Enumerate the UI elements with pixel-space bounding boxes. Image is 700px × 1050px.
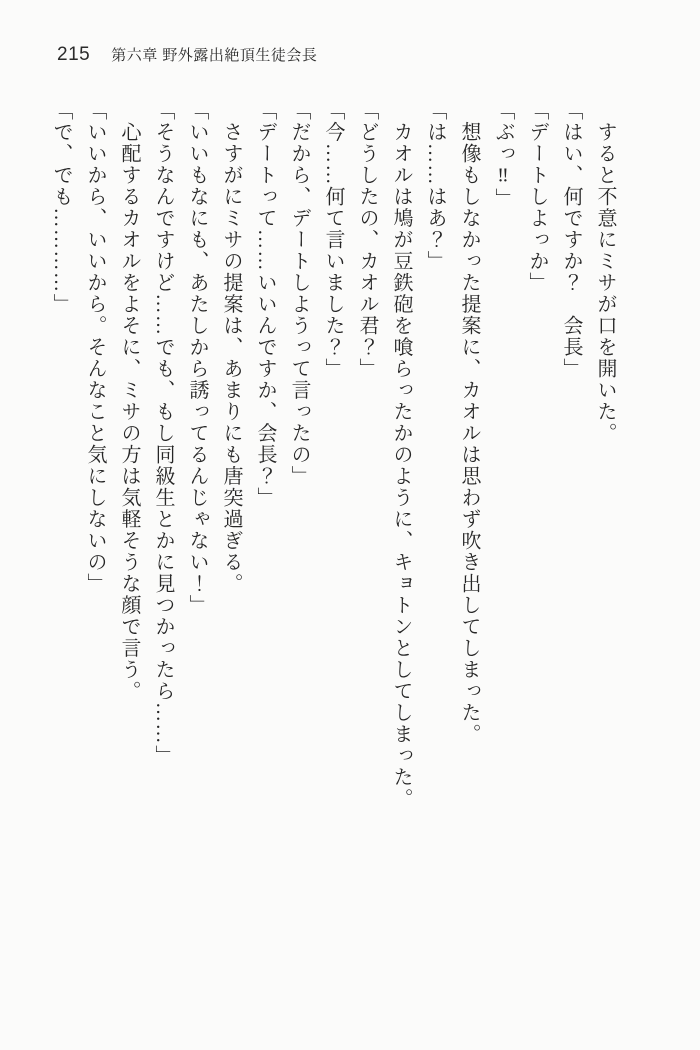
dialogue-line: 「どうしたの、カオル君？」 xyxy=(356,100,378,380)
dialogue-line: 「はい、何ですか？ 会長」 xyxy=(560,100,582,380)
dialogue-line: 「いいから、いいから。そんなこと気にしないの」 xyxy=(84,100,106,595)
dialogue-line: 「デートって……いいんですか、会長？」 xyxy=(254,100,276,509)
dialogue-line: 「は……はあ？」 xyxy=(424,100,446,272)
page-header xyxy=(57,44,317,66)
dialogue-line: 「そうなんですけど……でも、もし同級生とかに見つかったら……」 xyxy=(152,100,174,767)
novel-text-block xyxy=(44,100,622,816)
dialogue-line: 「今……何て言いました？」 xyxy=(322,100,344,380)
page-number: 215 xyxy=(57,44,91,65)
narration-line: 想像もしなかった提案に、カオルは思わず吹き出してしまった。 xyxy=(458,100,480,745)
narration-line: さすがにミサの提案は、あまりにも唐突過ぎる。 xyxy=(220,100,242,595)
narration-line: すると不意にミサが口を開いた。 xyxy=(594,100,616,444)
dialogue-line: 「で、でも…………」 xyxy=(50,100,72,315)
dialogue-line: 「デートしよっか」 xyxy=(526,100,548,294)
narration-line: カオルは鳩が豆鉄砲を喰らったかのように、キョトンとしてしまった。 xyxy=(390,100,412,810)
dialogue-line: 「いいもなにも、あたしから誘ってるんじゃない！」 xyxy=(186,100,208,616)
dialogue-line: 「だから、デートしようって言ったの」 xyxy=(288,100,310,487)
narration-line: 心配するカオルをよそに、ミサの方は気軽そうな顔で言う。 xyxy=(118,100,140,702)
dialogue-line: 「ぶっ‼」 xyxy=(492,100,514,210)
chapter-title: 第六章 野外露出絶頂生徒会長 xyxy=(111,47,318,64)
